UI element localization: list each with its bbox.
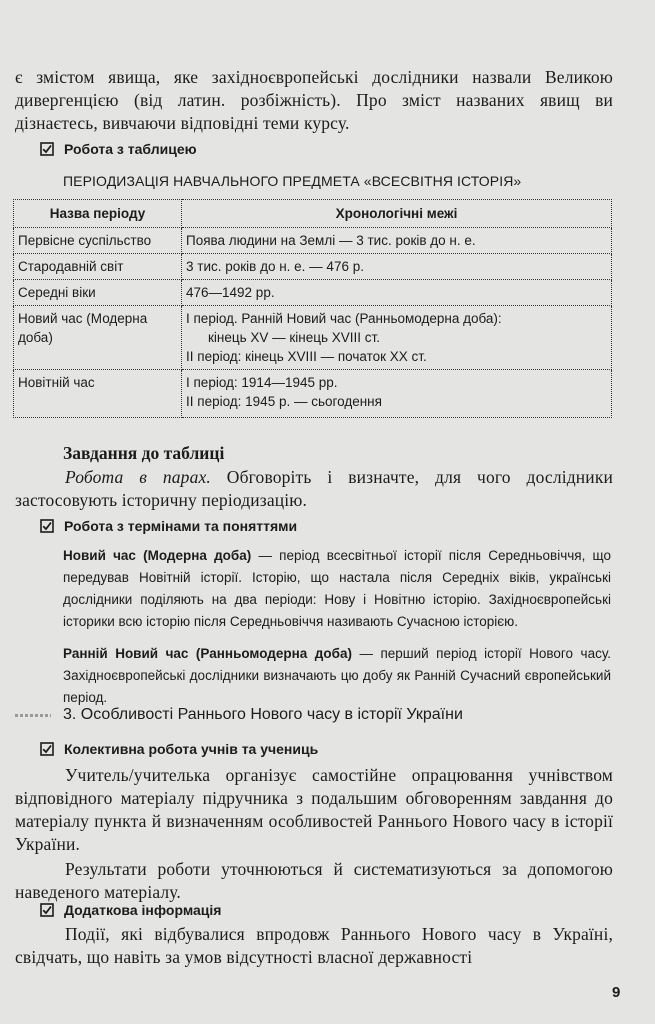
period-name: Новий час (Модерна доба): [14, 306, 182, 370]
extra-info-paragraph: Події, які відбувалися впродовж Раннього Нового часу в Україні, свідчать, що навіть за умов відсутності власної державності: [15, 924, 613, 967]
period-bounds: [182, 254, 612, 280]
section-dash-marker: [15, 714, 51, 717]
table-work-heading: [40, 141, 197, 157]
term-definition: — перший період історії Нового часу. Західноєвропейські дослідники визначають цю добу як Ранній Сучасний європейський період.: [63, 646, 611, 705]
collective-body: [15, 764, 613, 904]
task-text: Обговоріть і визначте, для чого дослідники застосовують історичну періодизацію.: [15, 467, 613, 510]
task-emphasis: Робота в парах.: [65, 467, 211, 487]
period-bounds: [182, 280, 612, 306]
period-bounds: [182, 370, 612, 418]
term-name: Ранній Новий час (Ранньомодерна доба): [63, 646, 352, 661]
periodization-table: [13, 199, 612, 418]
column-header-bounds: Хронологічні межі: [182, 200, 612, 228]
checkbox-icon: [40, 142, 54, 156]
heading-label: Додаткова інформація: [64, 902, 222, 918]
period-name: Новітній час: [14, 370, 182, 418]
bounds-line: II період: 1945 р. — сьогодення: [186, 394, 382, 409]
collective-paragraph: Учитель/учителька організує самостійне опрацювання учнівством відповідного матеріалу підручника з подальшим обговоренням завдання до матеріалу пункта й визначенням особливостей Раннього Нового часу в історії України.: [15, 765, 613, 854]
terms-heading: [40, 518, 297, 534]
page-number: 9: [612, 984, 621, 1001]
terms-list: [63, 545, 611, 709]
term-entry: [63, 643, 611, 709]
collective-paragraph: Результати роботи уточнюються й систематизуються за допомогою наведеного матеріалу.: [15, 859, 613, 902]
term-definition: — період всесвітньої історії після Середньовіччя, що передував Новітній історії. Історію, що настала після Середніх віків, українські дослідники поділяють на два періоди: Нову і Новітню історію. Західноєвропейські історики всю історію після Середньовіччя називають Сучасною історією.: [63, 548, 612, 629]
task-heading: Завдання до таблиці: [63, 443, 225, 463]
table-row: [14, 254, 612, 280]
checkbox-icon: [40, 903, 54, 917]
column-header-name: Назва періоду: [14, 200, 182, 228]
task-paragraph: [15, 466, 613, 512]
heading-label: Робота з таблицею: [64, 141, 197, 157]
bounds-line: Поява людини на Землі — 3 тис. років до н. е.: [186, 233, 476, 248]
table-caption: ПЕРІОДИЗАЦІЯ НАВЧАЛЬНОГО ПРЕДМЕТА «ВСЕСВІТНЯ ІСТОРІЯ»: [63, 173, 522, 189]
section-title: [15, 706, 613, 724]
extra-info-heading: [40, 902, 221, 918]
checkbox-icon: [40, 742, 54, 756]
collective-work-heading: [40, 741, 318, 757]
heading-label: Робота з термінами та поняттями: [64, 518, 298, 534]
period-name: Середні віки: [14, 280, 182, 306]
bounds-line: 476—1492 рр.: [186, 285, 275, 300]
table-row: [14, 280, 612, 306]
table-header-row: [14, 200, 612, 228]
bounds-line: II період: кінець XVIII — початок XX ст.: [186, 349, 427, 364]
extra-info-body: [15, 923, 613, 969]
period-bounds: [182, 306, 612, 370]
table-row: [14, 370, 612, 418]
bounds-line: кінець XV — кінець XVIII ст.: [208, 330, 380, 345]
section-title-text: 3. Особливості Раннього Нового часу в історії України: [63, 706, 463, 723]
bounds-line: 3 тис. років до н. е. — 476 р.: [186, 259, 364, 274]
heading-label: Колективна робота учнів та учениць: [64, 741, 319, 757]
checkbox-icon: [40, 519, 54, 533]
bounds-line: I період. Ранній Новий час (Ранньомодерна доба):: [186, 311, 502, 326]
bounds-line: I період: 1914—1945 рр.: [186, 375, 338, 390]
term-entry: [63, 545, 611, 633]
table-row: [14, 306, 612, 370]
intro-paragraph: є змістом явища, яке західноєвропейські дослідники назвали Великою дивергенцією (від латин. розбіжність). Про зміст названих явищ ви дізнаєтесь, вивчаючи відповідні теми курсу.: [15, 67, 613, 133]
term-name: Новий час (Модерна доба): [63, 548, 252, 563]
table-row: [14, 228, 612, 254]
period-name: Стародавній світ: [14, 254, 182, 280]
period-bounds: [182, 228, 612, 254]
period-name: Первісне суспільство: [14, 228, 182, 254]
